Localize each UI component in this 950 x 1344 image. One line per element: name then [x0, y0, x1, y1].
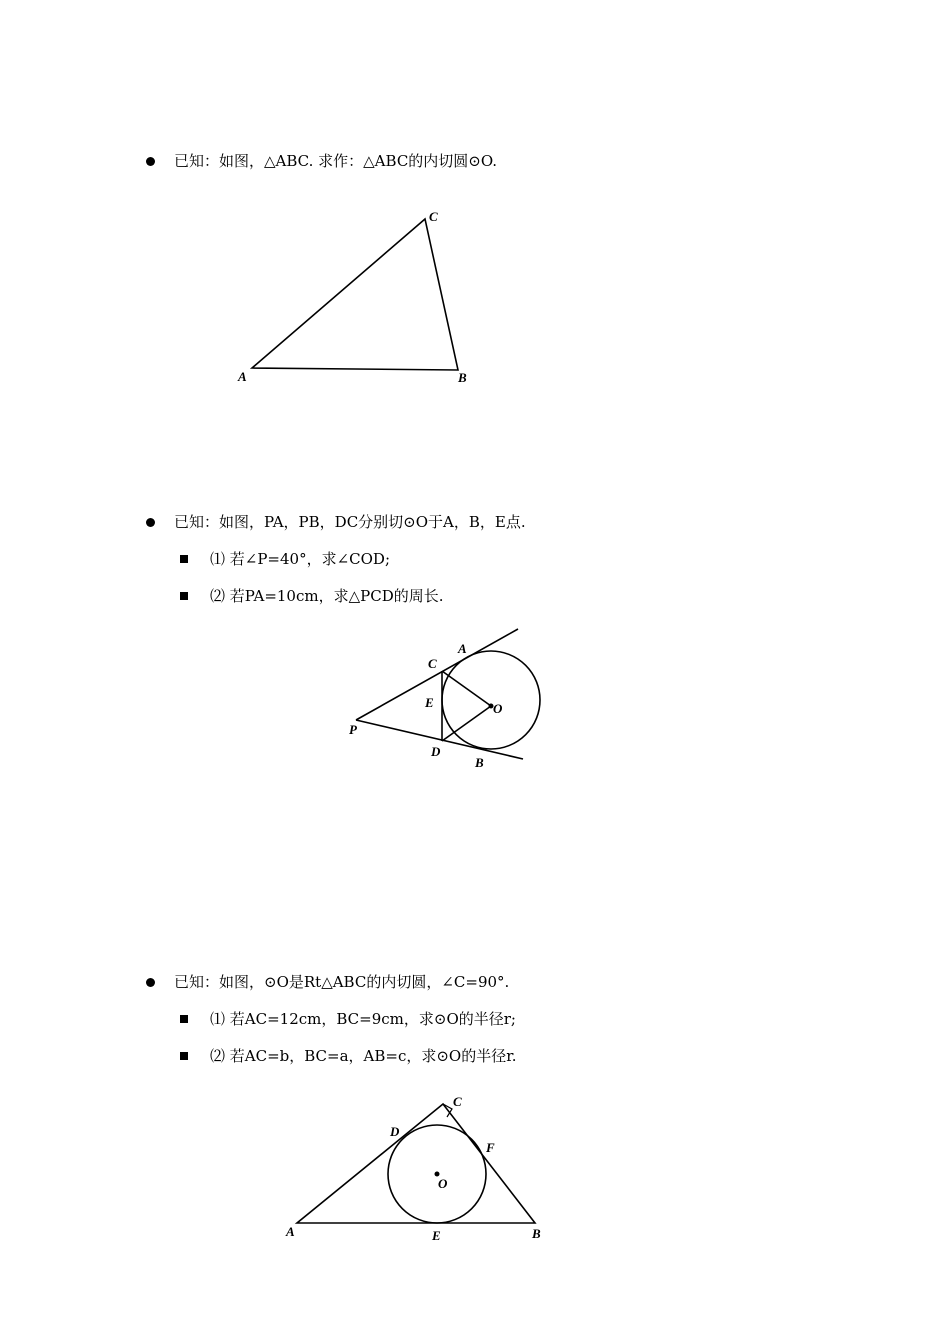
- fig3-label-d: D: [390, 1124, 400, 1139]
- fig1-label-b: B: [458, 370, 467, 385]
- fig3-label-a: A: [286, 1224, 295, 1239]
- problem-3-statement: 已知：如图，⊙O是Rt△ABC的内切圆，∠C=90°.: [174, 973, 510, 991]
- segment-co: [442, 671, 491, 706]
- figure-2-tangents: [356, 629, 540, 759]
- fig2-label-c: C: [428, 656, 437, 671]
- figure-3-incircle: [297, 1104, 535, 1223]
- problem-1-statement: 已知：如图，△ABC. 求作：△ABC的内切圆⊙O.: [174, 152, 498, 170]
- fig2-label-o: O: [493, 701, 503, 716]
- problem-2-part-1: ⑴ 若∠P=40°，求∠COD;: [210, 550, 391, 568]
- fig3-label-b: B: [532, 1226, 541, 1241]
- problem-3-part-1: ⑴ 若AC=12cm，BC=9cm，求⊙O的半径r;: [210, 1010, 516, 1028]
- triangle-abc: [252, 219, 458, 370]
- fig2-label-b: B: [475, 755, 484, 770]
- fig1-label-a: A: [238, 369, 247, 384]
- right-triangle-abc: [297, 1104, 535, 1223]
- fig2-label-d: D: [431, 744, 441, 759]
- problem-3-part-2: ⑵ 若AC=b，BC=a，AB=c，求⊙O的半径r.: [210, 1047, 517, 1065]
- fig3-label-c: C: [453, 1094, 462, 1109]
- figure-1-triangle: [252, 219, 458, 370]
- fig2-label-a: A: [458, 641, 467, 656]
- fig3-label-e: E: [432, 1228, 441, 1243]
- fig2-label-p: P: [349, 722, 357, 737]
- fig3-label-o: O: [438, 1176, 448, 1191]
- problem-2-part-2: ⑵ 若PA=10cm，求△PCD的周长.: [210, 587, 444, 605]
- problem-2-statement: 已知：如图，PA，PB，DC分别切⊙O于A，B，E点.: [174, 513, 526, 531]
- fig1-label-c: C: [429, 209, 438, 224]
- circle-o: [442, 651, 540, 749]
- segment-do: [442, 706, 491, 741]
- fig2-label-e: E: [425, 695, 434, 710]
- fig3-label-f: F: [486, 1140, 495, 1155]
